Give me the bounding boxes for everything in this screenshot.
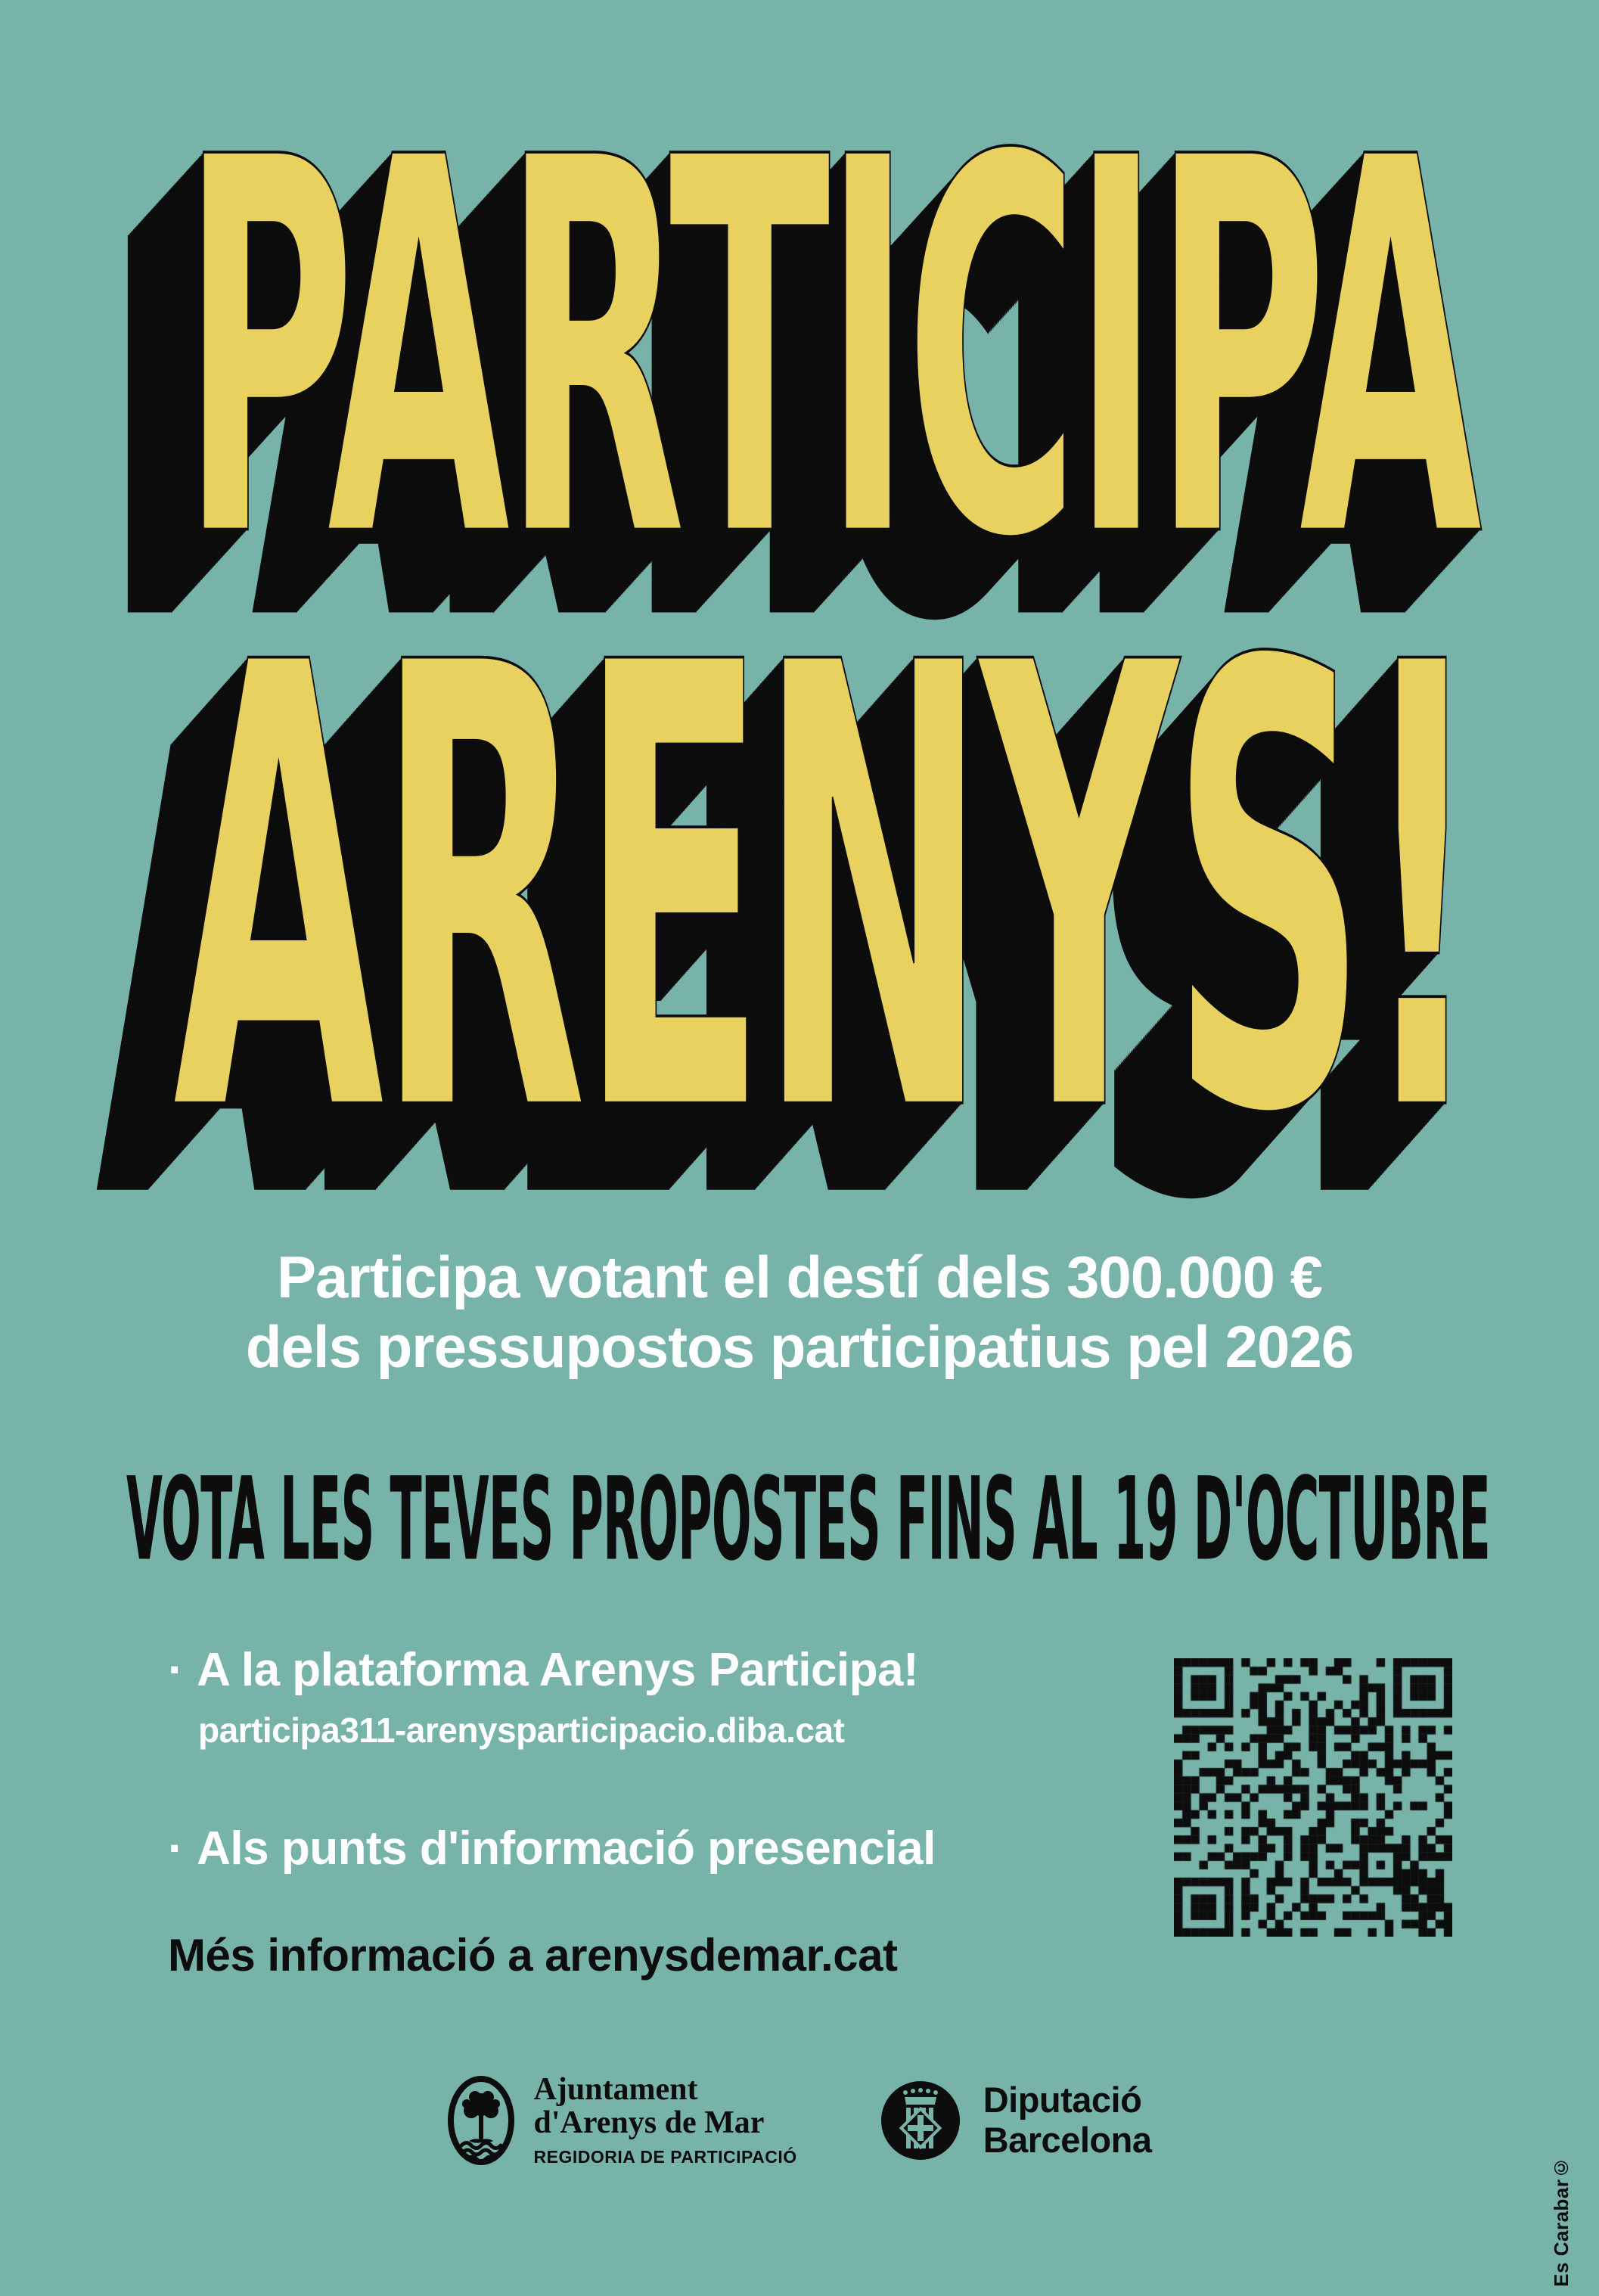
ajuntament-text-block [534,2073,797,2167]
title-line-1-text: PARTICIPA [182,48,1476,654]
title-line-2-text: ARENYS! [172,534,1476,1250]
footer-logos [0,2073,1599,2167]
bullet-dot: · [168,1644,184,1696]
credit-vertical-text: Es Carabar© [1550,2156,1573,2287]
diputacio-logo-group [880,2076,1152,2165]
subtitle [0,1242,1599,1381]
deadline-headline [126,1452,1491,1586]
diputacio-text-block [983,2080,1152,2160]
more-info-text: Més informació a arenysdemar.cat [168,1930,898,1981]
bullet-item-platform [168,1643,918,1697]
diputacio-name-line2: Barcelona [983,2119,1152,2160]
bullet-item-platform-label: A la plataforma Arenys Participa! [197,1644,919,1696]
diputacio-name-line1: Diputació [983,2079,1142,2120]
subtitle-line-2: dels pressupostos participatius pel 2026 [245,1313,1354,1381]
ajuntament-name-line1: Ajuntament [533,2072,698,2107]
regidoria-caption: REGIDORIA DE PARTICIPACIÓ [533,2147,797,2167]
bullet-item-infopoints-label: Als punts d'informació presencial [197,1822,936,1875]
bullet-item-infopoints [168,1822,936,1875]
ajuntament-name-line2: d'Arenys de Mar [533,2105,765,2141]
title-line-1 [182,48,1476,654]
title-line-2 [172,534,1476,1250]
qr-code-icon [1174,1658,1452,1937]
subtitle-line-1: Participa votant el destí dels 300.000 € [276,1244,1322,1310]
platform-url: participa311-arenysparticipacio.diba.cat [198,1710,845,1750]
deadline-headline-text: VOTA LES TEVES PROPOSTES FINS AL 19 D'OCTUBRE [126,1452,1491,1586]
arenys-de-mar-crest-icon [448,2076,514,2165]
bullet-dot: · [168,1822,184,1875]
diputacio-barcelona-emblem-icon [880,2076,961,2165]
ajuntament-logo-group [448,2073,797,2167]
